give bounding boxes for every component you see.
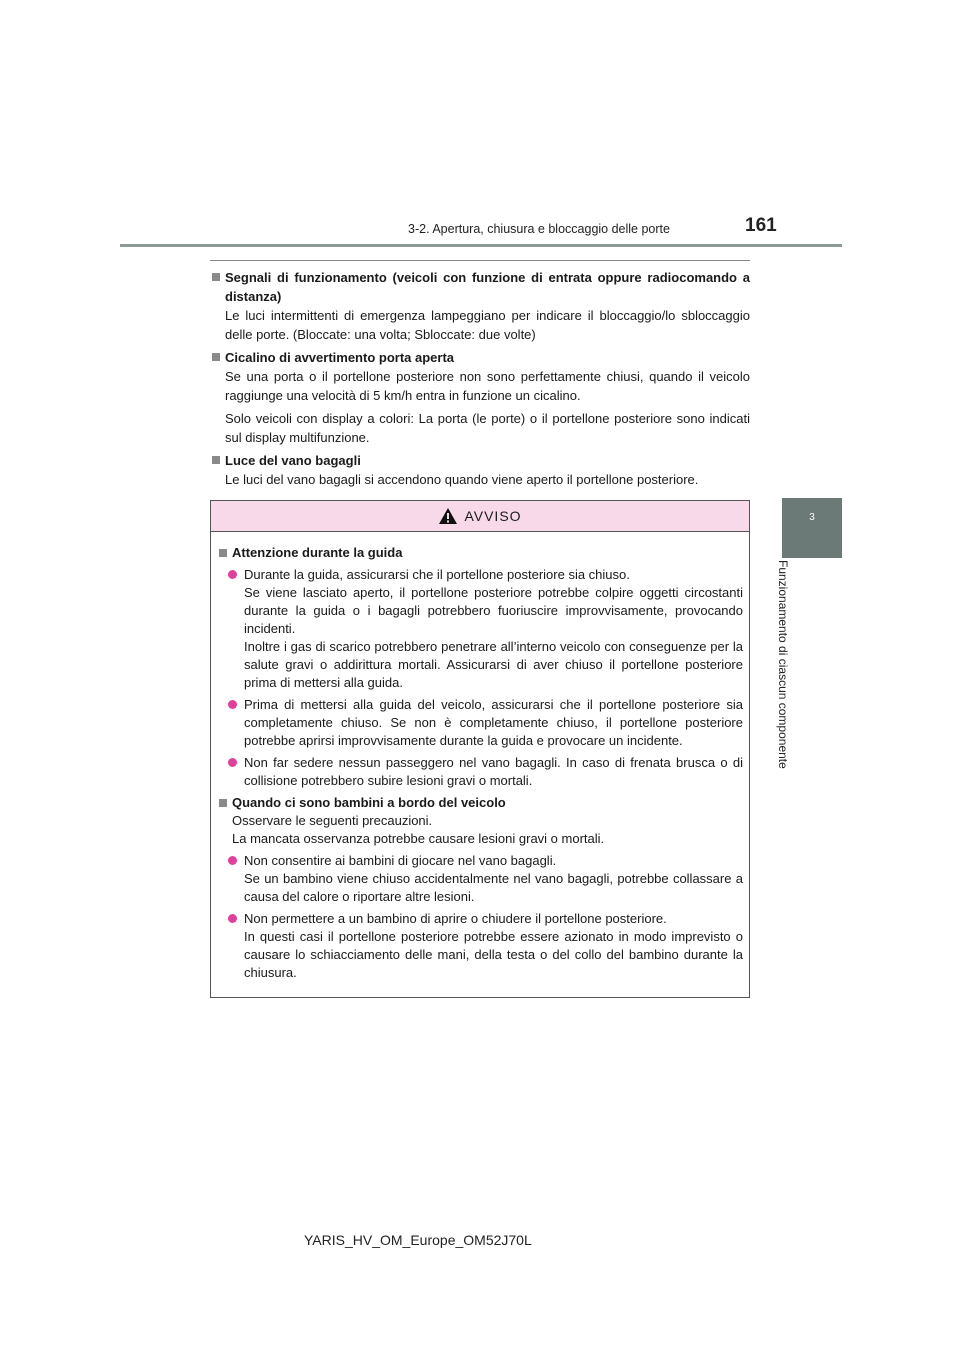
bullet-line: Inoltre i gas di scarico potrebbero penetrare all’interno veicolo con conseguenze per la salute gravi o addirittura mortali. Assicurarsi di aver chiuso il portellone posteriore prima di mettersi alla guida.	[244, 639, 743, 690]
bullet-line: Se un bambino viene chiuso accidentalmente nel vano bagagli, potrebbe collassare a causa del calore o riportare altre lesioni.	[244, 871, 743, 904]
warning-bullet-text	[244, 910, 743, 982]
info-section	[210, 451, 750, 489]
pink-dot-bullet-icon	[228, 914, 237, 923]
warning-bullet-text	[244, 754, 743, 790]
bullet-line: Durante la guida, assicurarsi che il portellone posteriore sia chiuso.	[244, 567, 630, 582]
info-section-body	[210, 306, 750, 344]
page-number: 161	[745, 215, 777, 236]
warning-group-heading	[217, 794, 743, 812]
chapter-title: Funzionamento di ciascun componente	[776, 560, 790, 769]
info-section	[210, 268, 750, 344]
pink-dot-bullet-icon	[228, 700, 237, 709]
info-section-heading	[210, 348, 750, 367]
warning-box	[210, 500, 750, 998]
square-bullet-icon	[212, 456, 220, 464]
info-section-body	[210, 470, 750, 489]
warning-bullet-text	[244, 852, 743, 906]
bullet-line: Prima di mettersi alla guida del veicolo, assicurarsi che il portellone posteriore sia completamente chiuso. Se non è completamente chiuso, il portellone posteriore potrebbe aprirsi improvvisamente durante la guida e provocare un incidente.	[244, 697, 743, 748]
info-paragraph: Solo veicoli con display a colori: La porta (le porte) o il portellone posteriore sono indicati sul display multifunzione.	[225, 411, 750, 445]
square-bullet-icon	[212, 273, 220, 281]
pink-dot-bullet-icon	[228, 570, 237, 579]
warning-bullet	[225, 754, 743, 790]
warning-bullet-text	[244, 696, 743, 750]
warning-bullet	[225, 696, 743, 750]
chapter-tab	[782, 498, 842, 558]
warning-group-title: Attenzione durante la guida	[232, 545, 403, 560]
warning-body	[211, 532, 749, 982]
info-paragraph: Le luci intermittenti di emergenza lampeggiano per indicare il bloccaggio/lo sbloccaggio delle porte. (Bloccate: una volta; Sbloccate: due volte)	[225, 308, 750, 342]
pink-dot-bullet-icon	[228, 758, 237, 767]
info-section-heading	[210, 451, 750, 470]
info-section	[210, 348, 750, 447]
warning-group-heading	[217, 544, 743, 562]
bullet-line: Non far sedere nessun passeggero nel vano bagagli. In caso di frenata brusca o di collisione potrebbero subire lesioni gravi o mortali.	[244, 755, 743, 788]
info-section-title: Segnali di funzionamento (veicoli con funzione di entrata oppure radiocomando a distanza)	[225, 270, 750, 304]
bullet-line: Non permettere a un bambino di aprire o chiudere il portellone posteriore.	[244, 911, 667, 926]
document-id: YARIS_HV_OM_Europe_OM52J70L	[304, 1232, 532, 1248]
info-section-body	[210, 367, 750, 447]
info-section-title: Luce del vano bagagli	[225, 453, 361, 468]
warning-bullet	[225, 910, 743, 982]
info-section-title: Cicalino di avvertimento porta aperta	[225, 350, 455, 365]
warning-title: AVVISO	[464, 508, 522, 524]
bullet-line: Se viene lasciato aperto, il portellone posteriore potrebbe colpire oggetti circostanti durante la guida o i bagagli potrebbero fuoriuscire improvvisamente, provocando incidenti.	[244, 585, 743, 636]
warning-header	[211, 501, 749, 532]
pink-dot-bullet-icon	[228, 856, 237, 865]
intro-line: Osservare le seguenti precauzioni.	[232, 813, 433, 828]
square-bullet-icon	[212, 353, 220, 361]
warning-bullet-text	[244, 566, 743, 692]
info-paragraph: Le luci del vano bagagli si accendono quando viene aperto il portellone posteriore.	[225, 472, 699, 487]
warning-bullet	[225, 566, 743, 692]
square-bullet-icon	[219, 799, 227, 807]
chapter-side-label	[776, 560, 806, 800]
content-sections	[210, 268, 750, 493]
warning-group	[217, 544, 743, 790]
section-header: 3-2. Apertura, chiusura e bloccaggio delle porte	[408, 222, 670, 236]
intro-line: La mancata osservanza potrebbe causare lesioni gravi o mortali.	[232, 831, 605, 846]
info-paragraph: Se una porta o il portellone posteriore non sono perfettamente chiusi, quando il veicolo raggiunge una velocità di 5 km/h entra in funzione un cicalino.	[225, 369, 750, 403]
warning-group-title: Quando ci sono bambini a bordo del veicolo	[232, 795, 506, 810]
bullet-line: Non consentire ai bambini di giocare nel vano bagagli.	[244, 853, 557, 868]
info-section-heading	[210, 268, 750, 306]
chapter-number: 3	[809, 512, 815, 523]
square-bullet-icon	[219, 549, 227, 557]
bullet-line: In questi casi il portellone posteriore potrebbe essere azionato in modo imprevisto o causare lo schiacciamento delle mani, della testa o del collo del bambino durante la chiusura.	[244, 929, 743, 980]
warning-triangle-icon	[438, 507, 458, 525]
warning-group-intro	[217, 812, 743, 848]
content-rule	[210, 260, 750, 261]
warning-bullet	[225, 852, 743, 906]
header-rule	[120, 244, 842, 247]
warning-group	[217, 794, 743, 982]
